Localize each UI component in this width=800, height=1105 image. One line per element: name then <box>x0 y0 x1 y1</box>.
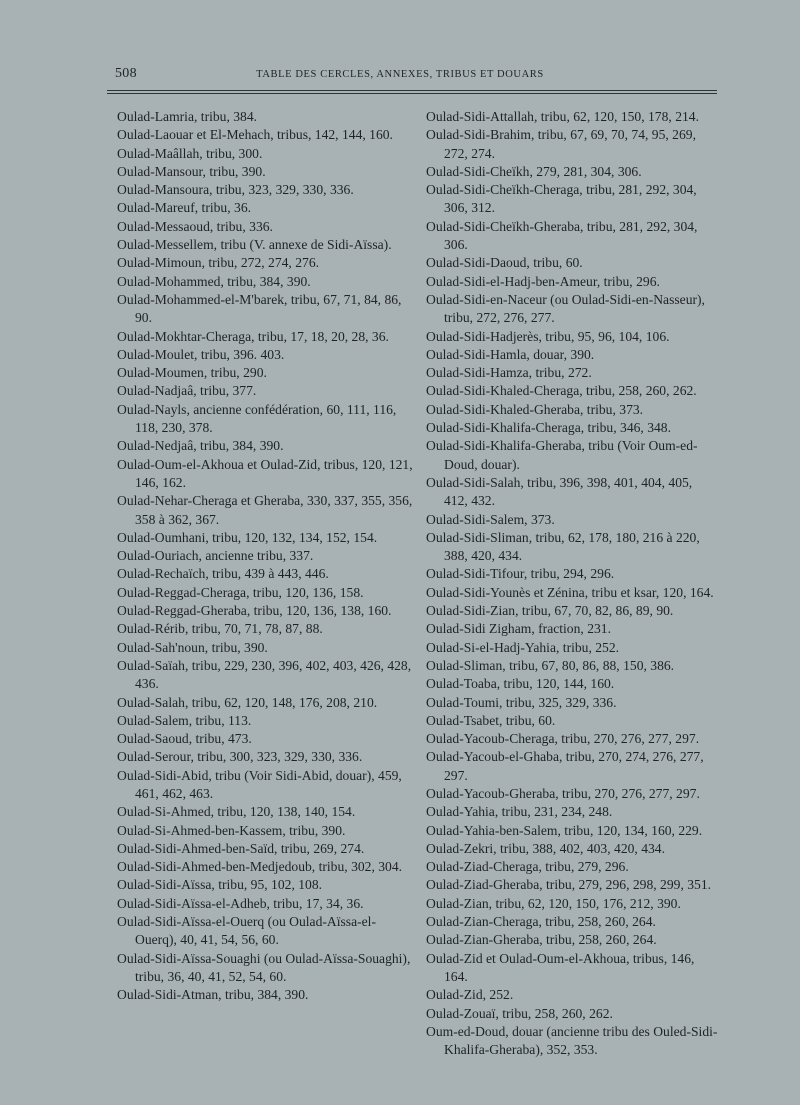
index-entry: Oulad-Nadjaâ, tribu, 377. <box>117 383 257 399</box>
index-entry: Oulad-Sidi-Ahmed-ben-Medjedoub, tribu, 302, 304. <box>117 859 403 875</box>
left-column <box>117 108 417 1005</box>
header-rule-bottom <box>107 93 717 94</box>
index-entry: Oulad-Sidi-Abid, tribu (Voir Sidi-Abid, douar), 459, 461, 462, 463. <box>117 767 402 801</box>
index-entry: Oulad-Sidi-Zian, tribu, 67, 70, 82, 86, 89, 90. <box>426 603 674 619</box>
index-entry: Oulad-Sidi-Hadjerès, tribu, 95, 96, 104, 106. <box>426 328 670 344</box>
index-entry: Oulad-Nehar-Cheraga et Gheraba, 330, 337, 355, 356, 358 à 362, 367. <box>117 493 413 527</box>
index-entry: Oulad-Sidi-Hamla, douar, 390. <box>426 346 595 362</box>
index-entry: Oulad-Sidi-Khalifa-Gheraba, tribu (Voir Oum-ed-Doud, douar). <box>426 438 698 472</box>
index-entry: Oulad-Sidi-Daoud, tribu, 60. <box>426 255 583 271</box>
page-header <box>0 66 800 86</box>
index-entry: Oulad-Maâllah, tribu, 300. <box>117 145 263 161</box>
index-entry: Oulad-Moumen, tribu, 290. <box>117 365 267 381</box>
index-entry: Oulad-Sidi-Brahim, tribu, 67, 69, 70, 74, 95, 269, 272, 274. <box>426 127 696 161</box>
index-entry: Oulad-Sidi-Atman, tribu, 384, 390. <box>117 987 309 1003</box>
index-entry: Oulad-Zian, tribu, 62, 120, 150, 176, 212, 390. <box>426 895 681 911</box>
index-entry: Oulad-Yacoub-el-Ghaba, tribu, 270, 274, 276, 277, 297. <box>426 749 704 783</box>
index-entry: Oulad-Sidi-Khaled-Gheraba, tribu, 373. <box>426 401 644 417</box>
index-entry: Oulad-Reggad-Gheraba, tribu, 120, 136, 138, 160. <box>117 603 392 619</box>
index-entry: Oulad-Sidi-Younès et Zénina, tribu et ksar, 120, 164. <box>426 584 714 600</box>
index-entry: Oulad-Sidi-en-Naceur (ou Oulad-Sidi-en-Nasseur), tribu, 272, 276, 277. <box>426 291 705 326</box>
index-entry: Oulad-Si-el-Hadj-Yahia, tribu, 252. <box>426 639 620 655</box>
index-entry: Oulad-Sah'noun, tribu, 390. <box>117 639 268 655</box>
index-entry: Oulad-Yacoub-Cheraga, tribu, 270, 276, 277, 297. <box>426 731 700 747</box>
index-entry: Oulad-Mokhtar-Cheraga, tribu, 17, 18, 20, 28, 36. <box>117 328 389 344</box>
index-entry: Oulad-Sidi-Hamza, tribu, 272. <box>426 365 592 381</box>
index-entry: Oulad-Oumhani, tribu, 120, 132, 134, 152, 154. <box>117 529 378 545</box>
index-entry: Oulad-Serour, tribu, 300, 323, 329, 330, 336. <box>117 749 363 765</box>
index-entry: Oulad-Sidi-Salem, 373. <box>426 511 555 527</box>
index-entry: Oulad-Salem, tribu, 113. <box>117 712 252 728</box>
right-column <box>426 108 718 1059</box>
index-entry: Oulad-Ziad-Gheraba, tribu, 279, 296, 298, 299, 351. <box>426 877 712 893</box>
index-entry: Oulad-Ouriach, ancienne tribu, 337. <box>117 548 314 564</box>
index-entry: Oulad-Sidi-Sliman, tribu, 62, 178, 180, 216 à 220, 388, 420, 434. <box>426 529 700 564</box>
index-entry: Oulad-Sidi-Cheïkh, 279, 281, 304, 306. <box>426 163 642 179</box>
index-entry: Oulad-Si-Ahmed, tribu, 120, 138, 140, 154. <box>117 804 356 820</box>
index-entry: Oulad-Sidi-Cheïkh-Cheraga, tribu, 281, 292, 304, 306, 312. <box>426 182 697 216</box>
index-entry: Oulad-Sidi-Attallah, tribu, 62, 120, 150, 178, 214. <box>426 109 699 124</box>
index-entry: Oulad-Reggad-Cheraga, tribu, 120, 136, 158. <box>117 584 364 600</box>
index-entry: Oulad-Zekri, tribu, 388, 402, 403, 420, 434. <box>426 840 665 856</box>
index-entry: Oulad-Zian-Cheraga, tribu, 258, 260, 264. <box>426 914 656 930</box>
index-entry: Oulad-Toaba, tribu, 120, 144, 160. <box>426 676 615 692</box>
index-entry: Oulad-Zouaï, tribu, 258, 260, 262. <box>426 1005 613 1021</box>
index-entry: Oulad-Yahia-ben-Salem, tribu, 120, 134, 160, 229. <box>426 822 703 838</box>
index-entry: Oulad-Sidi-el-Hadj-ben-Ameur, tribu, 296. <box>426 273 660 289</box>
index-entry: Oulad-Toumi, tribu, 325, 329, 336. <box>426 694 617 710</box>
index-entry: Oulad-Si-Ahmed-ben-Kassem, tribu, 390. <box>117 822 346 838</box>
index-entry: Oulad-Yahia, tribu, 231, 234, 248. <box>426 804 613 820</box>
index-entry: Oulad-Zian-Gheraba, tribu, 258, 260, 264. <box>426 932 657 948</box>
index-entry: Oulad-Sidi-Aïssa-el-Adheb, tribu, 17, 34, 36. <box>117 895 364 911</box>
index-entry: Oulad-Sliman, tribu, 67, 80, 86, 88, 150, 386. <box>426 657 675 673</box>
index-entry: Oulad-Saïah, tribu, 229, 230, 396, 402, 403, 426, 428, 436. <box>117 657 412 692</box>
index-entry: Oulad-Sidi-Cheïkh-Gheraba, tribu, 281, 292, 304, 306. <box>426 218 698 253</box>
index-entry: Oum-ed-Doud, douar (ancienne tribu des Ouled-Sidi-Khalifa-Gheraba), 352, 353. <box>426 1023 718 1058</box>
index-entry: Oulad-Sidi-Ahmed-ben-Saïd, tribu, 269, 274. <box>117 840 365 856</box>
index-entry: Oulad-Rérib, tribu, 70, 71, 78, 87, 88. <box>117 621 323 637</box>
running-title: TABLE DES CERCLES, ANNEXES, TRIBUS ET DOUARS <box>256 69 544 80</box>
index-entry: Oulad-Sidi-Aïssa-Souaghi (ou Oulad-Aïssa-Souaghi), tribu, 36, 40, 41, 52, 54, 60. <box>117 950 411 984</box>
index-entry: Oulad-Ziad-Cheraga, tribu, 279, 296. <box>426 859 629 875</box>
index-entry: Oulad-Mansour, tribu, 390. <box>117 163 266 179</box>
header-rule-top <box>107 90 717 91</box>
index-entry: Oulad-Messellem, tribu (V. annexe de Sidi-Aïssa). <box>117 237 392 253</box>
index-entry: Oulad-Sidi-Khaled-Cheraga, tribu, 258, 260, 262. <box>426 383 697 399</box>
index-entry: Oulad-Mimoun, tribu, 272, 274, 276. <box>117 255 320 271</box>
index-entry: Oulad-Nayls, ancienne confédération, 60, 111, 116, 118, 230, 378. <box>117 401 397 436</box>
index-entry: Oulad-Zid et Oulad-Oum-el-Akhoua, tribus, 146, 164. <box>426 950 695 984</box>
index-entry: Oulad-Laouar et El-Mehach, tribus, 142, 144, 160. <box>117 127 393 143</box>
index-entry: Oulad-Sidi-Aïssa-el-Ouerq (ou Oulad-Aïssa-el-Ouerq), 40, 41, 54, 56, 60. <box>117 914 376 948</box>
index-entry: Oulad-Nedjaâ, tribu, 384, 390. <box>117 438 284 454</box>
index-entry: Oulad-Sidi-Khalifa-Cheraga, tribu, 346, 348. <box>426 420 672 436</box>
page-number: 508 <box>115 66 137 81</box>
index-entry: Oulad-Sidi-Aïssa, tribu, 95, 102, 108. <box>117 877 323 893</box>
index-entry: Oulad-Saoud, tribu, 473. <box>117 731 252 747</box>
index-entry: Oulad-Sidi-Tifour, tribu, 294, 296. <box>426 566 615 582</box>
index-entry: Oulad-Lamria, tribu, 384. <box>117 109 258 124</box>
index-entry: Oulad-Messaoud, tribu, 336. <box>117 218 273 234</box>
index-entry: Oulad-Tsabet, tribu, 60. <box>426 712 556 728</box>
index-entry: Oulad-Mareuf, tribu, 36. <box>117 200 252 216</box>
index-entry: Oulad-Sidi Zigham, fraction, 231. <box>426 621 611 637</box>
index-entry: Oulad-Salah, tribu, 62, 120, 148, 176, 208, 210. <box>117 694 378 710</box>
index-entry: Oulad-Yacoub-Gheraba, tribu, 270, 276, 277, 297. <box>426 785 700 801</box>
index-entry: Oulad-Sidi-Salah, tribu, 396, 398, 401, 404, 405, 412, 432. <box>426 474 693 509</box>
index-entry: Oulad-Moulet, tribu, 396. 403. <box>117 346 285 362</box>
index-entry: Oulad-Mansoura, tribu, 323, 329, 330, 336. <box>117 182 354 198</box>
index-entry: Oulad-Rechaïch, tribu, 439 à 443, 446. <box>117 566 329 582</box>
index-entry: Oulad-Oum-el-Akhoua et Oulad-Zid, tribus, 120, 121, 146, 162. <box>117 456 413 490</box>
index-entry: Oulad-Mohammed, tribu, 384, 390. <box>117 273 311 289</box>
index-entry: Oulad-Mohammed-el-M'barek, tribu, 67, 71, 84, 86, 90. <box>117 291 402 326</box>
index-entry: Oulad-Zid, 252. <box>426 987 514 1003</box>
